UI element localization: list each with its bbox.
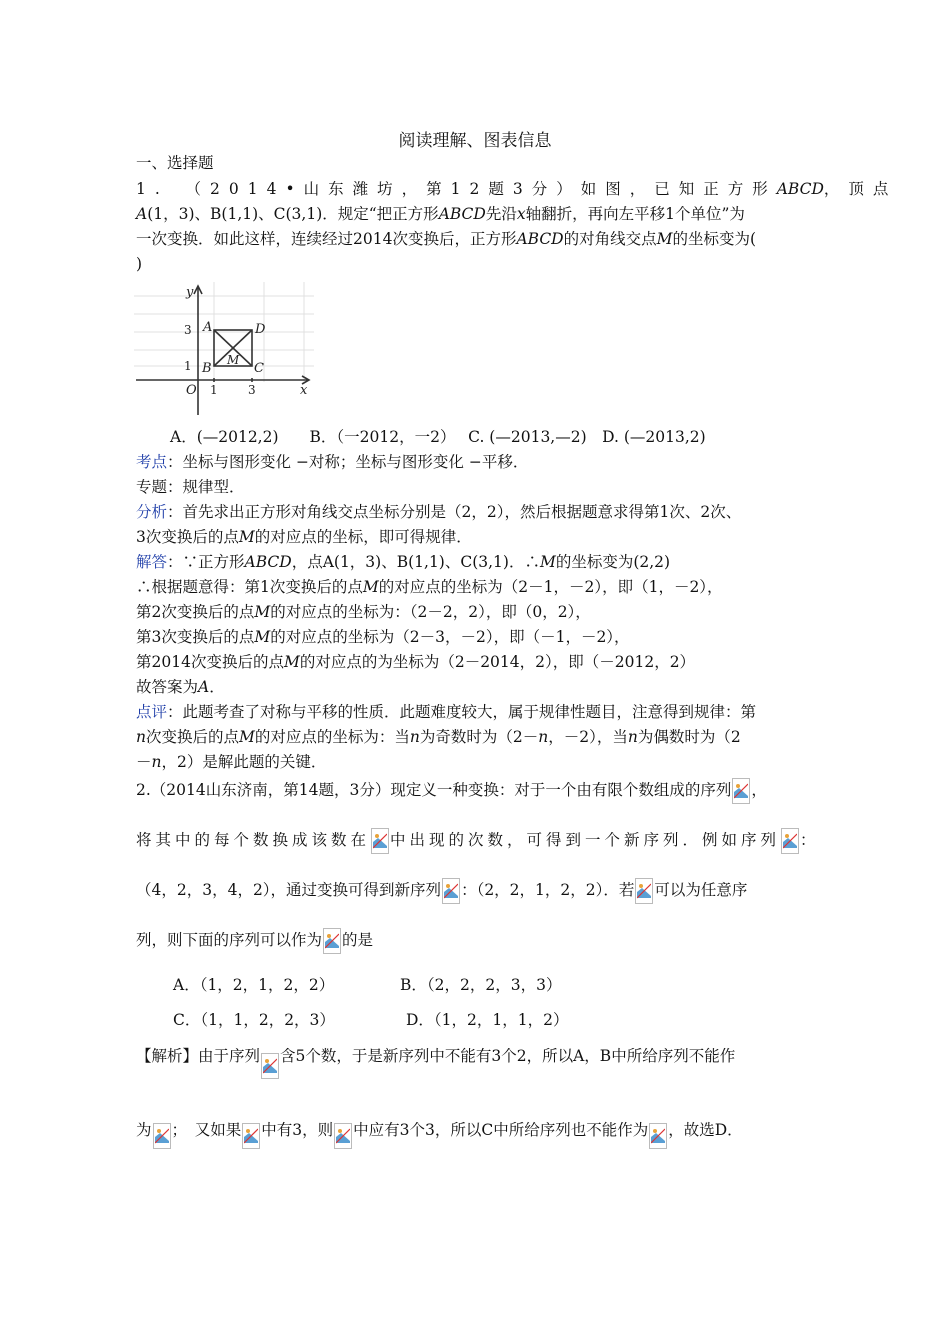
broken-image-icon bbox=[323, 928, 341, 954]
q1-line-1: 1. （2014•山东潍坊，第12题3分）如图，已知正方形ABCD，顶点 bbox=[136, 180, 898, 198]
point-a-label: A bbox=[203, 320, 213, 335]
q1-fenxi-1: 分析：首先求出正方形对角线交点坐标分别是（2，2），然后根据题意求得第1次、2次、 bbox=[136, 503, 742, 521]
q2-analysis-1: 【解析】由于序列 含5个数，于是新序列中不能有3个2，所以A，B中所给序列不能作 bbox=[136, 1046, 735, 1079]
broken-image-icon bbox=[732, 778, 750, 804]
q1-step-3: 第3次变换后的点M的对应点的坐标为（2－3，－2），即（－1，－2）， bbox=[136, 628, 630, 646]
tick-x-1: 1 bbox=[210, 383, 218, 397]
q1-line-3: 一次变换．如此这样，连续经过2014次变换后，正方形ABCD的对角线交点M的坐标变为( bbox=[136, 230, 757, 248]
q2-line-4: 列，则下面的序列可以作为 的是 bbox=[136, 928, 373, 954]
tick-x-3: 3 bbox=[248, 383, 256, 397]
q1-dianping-1: 点评：此题考查了对称与平移的性质．此题难度较大，属于规律性题目，注意得到规律：第 bbox=[136, 703, 757, 721]
x-axis-label: x bbox=[300, 383, 308, 398]
point-b-label: B bbox=[202, 361, 212, 376]
q2-option-c: C．（1，1，2，2，3） bbox=[173, 1011, 335, 1029]
q2-analysis-2: 为 ； 又如果 中有3，则 中应有3个3，所以C中所给序列也不能作为 ，故选D． bbox=[136, 1120, 743, 1149]
origin-label: O bbox=[186, 383, 197, 398]
q1-answer: 故答案为A． bbox=[136, 678, 225, 696]
q2-option-b: B．（2，2，2，3，3） bbox=[400, 976, 562, 994]
point-c-label: C bbox=[254, 361, 264, 376]
q1-step-1: ∴根据题意得：第1次变换后的点M的对应点的坐标为（2－1，－2），即（1，－2）， bbox=[136, 578, 723, 596]
broken-image-icon bbox=[153, 1123, 171, 1149]
coordinate-figure bbox=[134, 282, 314, 417]
broken-image-icon bbox=[261, 1053, 279, 1079]
q1-step-4: 第2014次变换后的点M的对应点的为坐标为（2－2014，2），即（－2012，2） bbox=[136, 653, 696, 671]
broken-image-icon bbox=[635, 878, 653, 904]
page-title: 阅读理解、图表信息 bbox=[398, 131, 552, 151]
q2-option-a: A．（1，2，1，2，2） bbox=[173, 976, 335, 994]
broken-image-icon bbox=[649, 1123, 667, 1149]
tick-y-1: 1 bbox=[184, 359, 192, 373]
q2-line-1: 2.（2014山东济南，第14题，3分）现定义一种变换：对于一个由有限个数组成的序列 ， bbox=[136, 778, 767, 804]
q1-line-4: ) bbox=[136, 255, 143, 273]
broken-image-icon bbox=[371, 828, 389, 854]
q1-kaodian: 考点：坐标与图形变化 −对称；坐标与图形变化 −平移． bbox=[136, 453, 529, 471]
q2-option-d: D．（1，2，1，1，2） bbox=[406, 1011, 569, 1029]
q2-line-2: 将其中的每个数换成该数在 中出现的次数，可得到一个新序列．例如序列 ： bbox=[136, 828, 816, 854]
q1-line-2: A(1，3)、B(1,1)、C(3,1)．规定“把正方形ABCD先沿x轴翻折，再向左平移1个单位”为 bbox=[136, 205, 745, 223]
tick-y-3: 3 bbox=[184, 323, 192, 337]
q1-step-2: 第2次变换后的点M的对应点的坐标为：（2－2，2），即（0，2）， bbox=[136, 603, 591, 621]
point-d-label: D bbox=[255, 322, 266, 337]
q1-dianping-3: －n，2）是解此题的关键． bbox=[136, 753, 327, 771]
point-m-label: M bbox=[227, 353, 240, 367]
broken-image-icon bbox=[442, 878, 460, 904]
broken-image-icon bbox=[781, 828, 799, 854]
q1-jieda-1: 解答：∵正方形ABCD，点A(1，3)、B(1,1)、C(3,1)．∴M的坐标变为(2,2) bbox=[136, 553, 671, 571]
q1-options: A．(—2012,2) B．（一2012，一2） C. (—2013,—2) D. (—2013,2) bbox=[170, 428, 706, 446]
broken-image-icon bbox=[334, 1123, 352, 1149]
broken-image-icon bbox=[242, 1123, 260, 1149]
q1-fenxi-2: 3次变换后的点M的对应点的坐标，即可得规律． bbox=[136, 528, 472, 546]
q2-line-3: （4，2，3，4，2），通过变换可得到新序列 ：（2，2，1，2，2）．若 可以为任意序 bbox=[136, 878, 747, 904]
section-heading: 一、选择题 bbox=[136, 154, 214, 172]
y-axis-label: y bbox=[186, 285, 194, 300]
q1-zhuanti: 专题：规律型． bbox=[136, 478, 245, 496]
q1-dianping-2: n次变换后的点M的对应点的坐标为：当n为奇数时为（2－n，－2），当n为偶数时为（2 bbox=[136, 728, 741, 746]
